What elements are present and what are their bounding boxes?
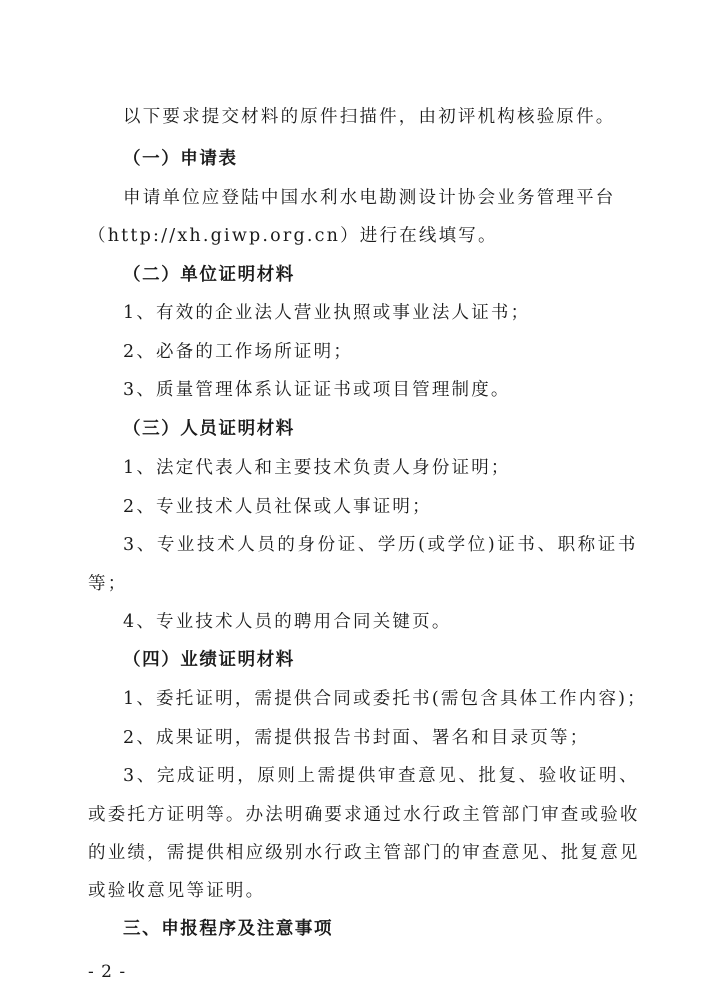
section-heading-application-form: （一）申请表 xyxy=(123,149,238,169)
page-number: - 2 - xyxy=(88,962,127,982)
section-heading-application-procedure: 三、申报程序及注意事项 xyxy=(123,919,334,939)
intro-paragraph: 以下要求提交材料的原件扫描件，由初评机构核验原件。 xyxy=(123,107,616,127)
performance-proof-item-3-line-4: 或验收意见等证明。 xyxy=(88,881,266,901)
personnel-proof-item-1: 1、法定代表人和主要技术负责人身份证明； xyxy=(123,458,511,478)
performance-proof-item-1: 1、委托证明，需提供合同或委托书(需包含具体工作内容)； xyxy=(123,689,647,709)
section-heading-unit-proof: （二）单位证明材料 xyxy=(123,265,295,285)
unit-proof-item-1: 1、有效的企业法人营业执照或事业法人证书； xyxy=(123,303,531,323)
personnel-proof-item-3-line-1: 3、专业技术人员的身份证、学历(或学位)证书、职称证书 xyxy=(123,535,638,555)
application-form-text-line-1: 申请单位应登陆中国水利水电勘测设计协会业务管理平台 xyxy=(123,188,616,208)
personnel-proof-item-2: 2、专业技术人员社保或人事证明； xyxy=(123,497,432,517)
section-heading-personnel-proof: （三）人员证明材料 xyxy=(123,419,295,439)
unit-proof-item-2: 2、必备的工作场所证明； xyxy=(123,342,354,362)
unit-proof-item-3: 3、质量管理体系认证证书或项目管理制度。 xyxy=(123,380,511,400)
performance-proof-item-3-line-3: 的业绩，需提供相应级别水行政主管部门的审查意见、批复意见 xyxy=(88,843,640,863)
performance-proof-item-2: 2、成果证明，需提供报告书封面、署名和目录页等； xyxy=(123,728,590,748)
performance-proof-item-3-line-1: 3、完成证明，原则上需提供审查意见、批复、验收证明、 xyxy=(123,766,640,786)
personnel-proof-item-4: 4、专业技术人员的聘用合同关键页。 xyxy=(123,612,452,632)
application-form-text-line-2: （http://xh.giwp.org.cn）进行在线填写。 xyxy=(88,226,498,246)
performance-proof-item-3-line-2: 或委托方证明等。办法明确要求通过水行政主管部门审查或验收 xyxy=(88,805,640,825)
personnel-proof-item-3-line-2: 等； xyxy=(88,574,128,594)
section-heading-performance-proof: （四）业绩证明材料 xyxy=(123,650,295,670)
